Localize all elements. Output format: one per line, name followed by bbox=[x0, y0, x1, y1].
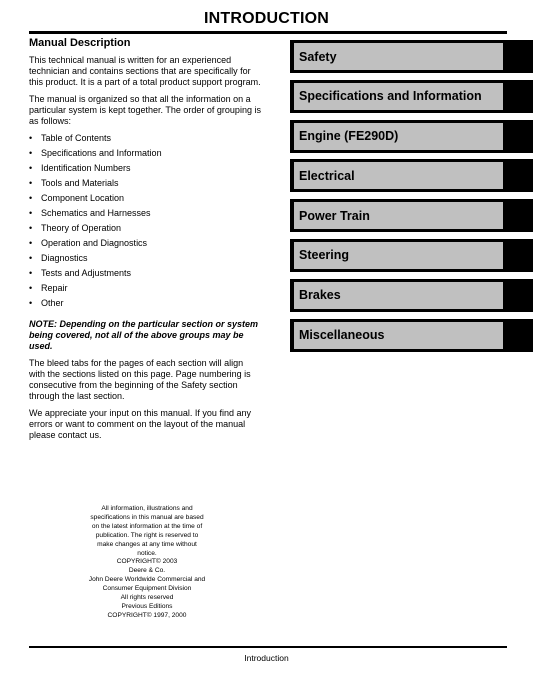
list-item: • Diagnostics bbox=[29, 253, 88, 263]
list-item: • Table of Contents bbox=[29, 133, 112, 143]
page-footer: Introduction bbox=[244, 653, 289, 663]
tab-label[interactable]: Power Train bbox=[294, 202, 503, 229]
list-item: • Repair bbox=[29, 283, 68, 293]
tab-label[interactable]: Specifications and Information bbox=[294, 83, 503, 110]
copyright-line: publication. The right is reserved to bbox=[95, 531, 199, 539]
copyright-line: make changes at any time without bbox=[97, 540, 197, 548]
bullet-icon: • bbox=[29, 133, 33, 143]
bullet-icon: • bbox=[29, 163, 33, 173]
list-item: • Specifications and Information bbox=[29, 148, 162, 158]
list-item: • Identification Numbers bbox=[29, 163, 131, 173]
list-item: • Schematics and Harnesses bbox=[29, 208, 151, 218]
list-item: • Tools and Materials bbox=[29, 178, 119, 188]
section-tabs bbox=[290, 40, 533, 358]
copyright-notice bbox=[72, 505, 222, 621]
copyright-line: on the latest information at the time of bbox=[91, 522, 203, 530]
feedback-paragraph: We appreciate your input on this manual. If you find any errors or want to comment on the layout of the manual please contact us. bbox=[29, 408, 251, 440]
bullet-icon: • bbox=[29, 283, 33, 293]
copyright-line: COPYRIGHT© 1997, 2000 bbox=[107, 611, 187, 619]
group-list bbox=[29, 133, 261, 313]
tab-power-train[interactable] bbox=[290, 199, 533, 232]
section-heading: Manual Description bbox=[29, 37, 131, 49]
manual-description-column bbox=[29, 38, 261, 447]
page-title: INTRODUCTION bbox=[203, 10, 330, 27]
tab-label[interactable]: Miscellaneous bbox=[294, 322, 503, 349]
tab-engine[interactable] bbox=[290, 120, 533, 153]
intro-paragraph: This technical manual is written for an experienced technician and contains sections that are specifically for this product. It is a part of a total product support program. bbox=[29, 55, 261, 87]
bullet-icon: • bbox=[29, 193, 33, 203]
bullet-icon: • bbox=[29, 268, 33, 278]
list-item: • Theory of Operation bbox=[29, 223, 122, 233]
tab-miscellaneous[interactable] bbox=[290, 319, 533, 352]
tab-electrical[interactable] bbox=[290, 159, 533, 192]
list-item: • Component Location bbox=[29, 193, 125, 203]
tab-label[interactable]: Safety bbox=[294, 43, 503, 70]
tab-label[interactable]: Engine (FE290D) bbox=[294, 123, 503, 150]
copyright-line: John Deere Worldwide Commercial and bbox=[88, 576, 206, 584]
bullet-icon: • bbox=[29, 238, 33, 248]
bullet-icon: • bbox=[29, 148, 33, 158]
bullet-icon: • bbox=[29, 298, 33, 308]
organization-paragraph: The manual is organized so that all the information on a particular system is kept together. The order of grouping is as follows: bbox=[29, 94, 261, 126]
bullet-icon: • bbox=[29, 208, 33, 218]
copyright-line: specifications in this manual are based bbox=[90, 513, 204, 521]
copyright-line: notice. bbox=[137, 549, 157, 557]
copyright-line: All rights reserved bbox=[120, 594, 174, 602]
tab-label[interactable]: Brakes bbox=[294, 282, 503, 309]
copyright-line: Consumer Equipment Division bbox=[102, 585, 192, 593]
list-item: • Tests and Adjustments bbox=[29, 268, 132, 278]
header-rule bbox=[29, 31, 507, 34]
tab-safety[interactable] bbox=[290, 40, 533, 73]
copyright-line: All information, illustrations and bbox=[101, 505, 193, 512]
copyright-line: Previous Editions bbox=[121, 602, 173, 610]
copyright-line: Deere & Co. bbox=[128, 567, 166, 575]
bullet-icon: • bbox=[29, 178, 33, 188]
tab-label[interactable]: Steering bbox=[294, 242, 503, 269]
copyright-line: COPYRIGHT© 2003 bbox=[116, 558, 178, 566]
tab-specifications[interactable] bbox=[290, 80, 533, 113]
tab-steering[interactable] bbox=[290, 239, 533, 272]
note-paragraph: NOTE: Depending on the particular section or system being covered, not all of the above groups may be used. bbox=[29, 319, 259, 351]
bleed-tabs-paragraph: The bleed tabs for the pages of each section will align with the sections listed on this page. Page numbering is consecutive from the beginning of the Safety section through the last section. bbox=[29, 358, 251, 401]
list-item: • Other bbox=[29, 298, 64, 308]
bullet-icon: • bbox=[29, 223, 33, 233]
bullet-icon: • bbox=[29, 253, 33, 263]
footer-rule bbox=[29, 646, 507, 648]
list-item: • Operation and Diagnostics bbox=[29, 238, 148, 248]
tab-brakes[interactable] bbox=[290, 279, 533, 312]
tab-label[interactable]: Electrical bbox=[294, 162, 503, 189]
